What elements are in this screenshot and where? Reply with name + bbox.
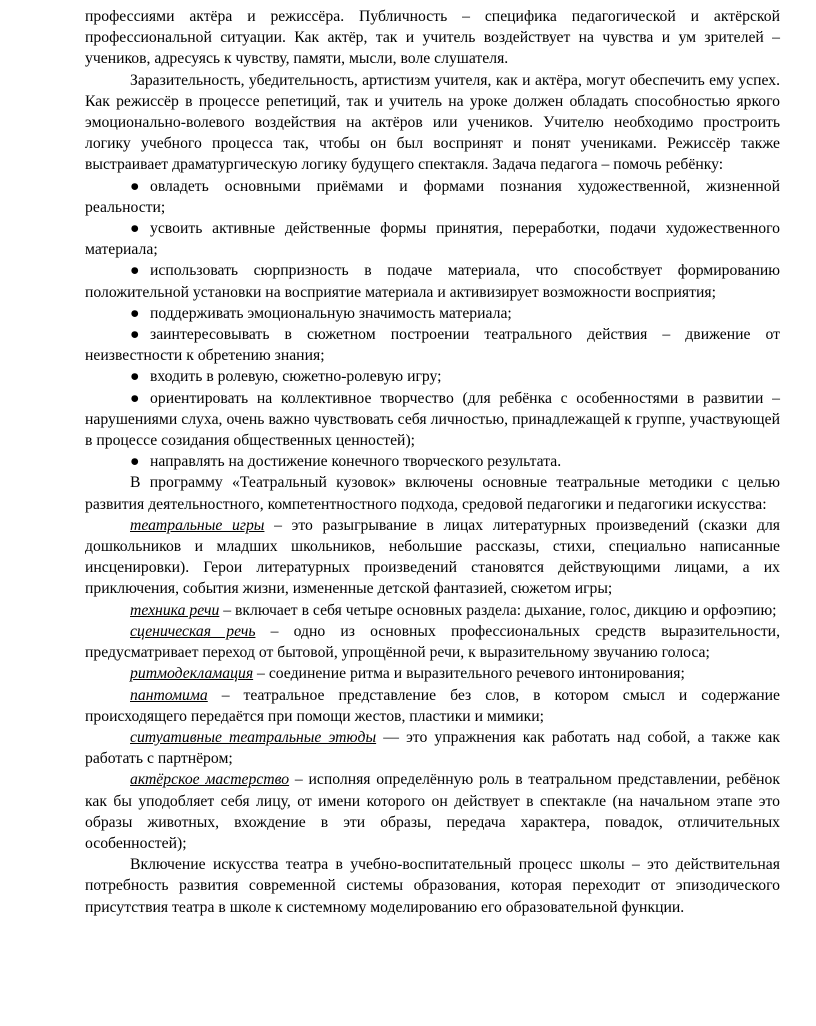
method-term: сценическая речь [130, 622, 256, 640]
method-item [85, 515, 780, 600]
method-description: – одно из основных профессиональных средств выразительности, предусматривает переход от бытовой, упрощённой речи, к выразительному звучанию голоса; [85, 622, 780, 662]
methods-list [85, 515, 780, 854]
method-item [85, 621, 780, 663]
list-item: ● заинтересовывать в сюжетном построении театрального действия – движение от неизвестности к обретению знания; [85, 326, 780, 365]
task-bullet-list [85, 176, 780, 473]
method-description: – это разыгрывание в лицах литературных произведений (сказки для дошкольников и младших школьников, небольшие рассказы, стихи, специально написанные инсценировки). Герои литературных произведений становятся действующими лицами, а их приключения, события жизни, измененные детской фантазией, сюжетом игры; [85, 516, 780, 598]
method-item [85, 600, 780, 621]
method-item [85, 685, 780, 727]
method-description: – включает в себя четыре основных раздела: дыхание, голос, дикцию и орфоэпию; [219, 601, 777, 619]
document-page [85, 6, 780, 918]
list-item: ● входить в ролевую, сюжетно-ролевую игру; [85, 366, 780, 387]
list-item: ● овладеть основными приёмами и формами познания художественной, жизненной реальности; [85, 177, 780, 216]
method-term: техника речи [130, 601, 220, 619]
list-item: ● направлять на достижение конечного творческого результата. [85, 451, 780, 472]
paragraph-teacher-actor: Заразительность, убедительность, артистизм учителя, как и актёра, могут обеспечить ему успех. Как режиссёр в процессе репетиций, так и учитель на уроке должен обладать способностью яркого эмоционально-волевого воздействия на актёров или учеников. Учителю необходимо простроить логику учебного процесса так, чтобы он был воспринят и понят учениками. Режиссёр также выстраивает драматургическую логику будущего спектакля. Задача педагога – помочь ребёнку: [85, 71, 780, 174]
method-item [85, 769, 780, 854]
bullet-icon: ● [130, 453, 140, 471]
bullet-icon: ● [130, 368, 140, 386]
list-item: ● использовать сюрпризность в подаче материала, что способствует формированию положительной установки на восприятие материала и активизирует возможности восприятия; [85, 262, 780, 301]
method-description: – исполняя определённую роль в театральном представлении, ребёнок как бы уподобляет себя лицу, от имени которого он действует в спектакле (на начальном этапе это образы животных, вхождение в эти образы, передача характера, повадок, отличительных особенностей); [85, 771, 781, 852]
method-item [85, 727, 780, 769]
list-item: ● поддерживать эмоциональную значимость материала; [85, 303, 780, 324]
method-term: ситуативные театральные этюды [130, 728, 377, 746]
method-term: пантомима [130, 686, 208, 704]
bullet-icon: ● [130, 389, 140, 407]
method-term: актёрское мастерство [130, 771, 290, 789]
bullet-icon: ● [130, 177, 140, 195]
list-item: ● усвоить активные действенные формы принятия, переработки, подачи художественного материала; [85, 220, 780, 259]
bullet-icon: ● [130, 304, 140, 322]
method-item [85, 663, 780, 684]
bullet-icon: ● [130, 326, 140, 344]
method-description: – театральное представление без слов, в котором смысл и содержание происходящего передаётся при помощи жестов, пластики и мимики; [85, 686, 780, 725]
paragraph-program-intro: В программу «Театральный кузовок» включены основные театральные методики с целью развития деятельностного, компетентностного подхода, средовой педагогики и педагогики искусства: [85, 474, 780, 513]
list-item: ● ориентировать на коллективное творчество (для ребёнка с особенностями в развитии – нарушениями слуха, очень важно чувствовать себя личностью, принадлежащей к группе, участвующей в процессе созидания общественных ценностей); [85, 389, 780, 450]
bullet-icon: ● [130, 262, 140, 280]
paragraph-continuation: профессиями актёра и режиссёра. Публичность – специфика педагогической и актёрской профессиональной ситуации. Как актёр, так и учитель воздействует на чувства и ум зрителей – учеников, адресуясь к чувству, памяти, мысли, воле слушателя. [85, 8, 780, 68]
method-description: – соединение ритма и выразительного речевого интонирования; [253, 665, 685, 683]
bullet-icon: ● [130, 220, 140, 238]
method-description: — это упражнения как работать над собой, а также как работать с партнёром; [85, 728, 781, 768]
method-term: театральные игры [130, 516, 265, 534]
paragraph-closing: Включение искусства театра в учебно-воспитательный процесс школы – это действительная потребность развития современной системы образования, которая переходит от эпизодического присутствия театра в школе к системному моделированию его образовательной функции. [85, 856, 780, 916]
method-term: ритмодекламация [130, 665, 254, 683]
